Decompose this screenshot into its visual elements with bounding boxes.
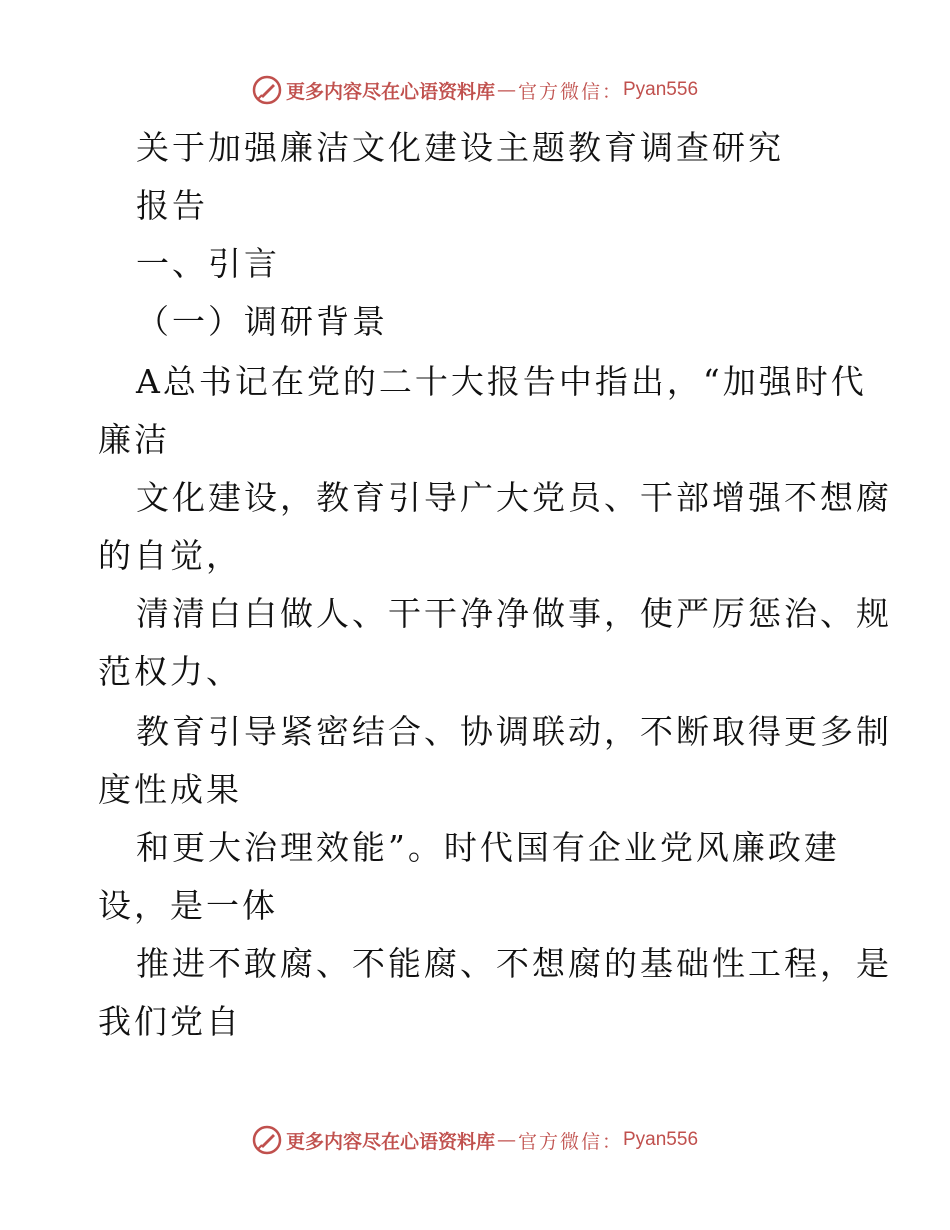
paragraph-line: 推进不敢腐、不能腐、不想腐的基础性工程，是 <box>136 944 892 983</box>
paragraph-line: 范权力、 <box>98 652 242 691</box>
watermark-separator: — <box>496 1129 516 1151</box>
quill-logo-icon <box>252 1125 282 1155</box>
watermark-label: 官方微信： <box>517 80 623 103</box>
paragraph-line: 度性成果 <box>98 770 242 809</box>
paragraph-line: A总书记在党的二十大报告中指出，“加强时代 <box>136 362 867 401</box>
footer-watermark <box>0 1122 950 1158</box>
paragraph-line: 廉洁 <box>98 420 170 459</box>
watermark-separator: — <box>496 79 516 101</box>
paragraph-line: 设，是一体 <box>98 886 278 925</box>
section-heading: 一、引言 <box>136 244 280 283</box>
watermark-label: 官方微信： <box>517 1130 623 1153</box>
doc-title-line-1: 关于加强廉洁文化建设主题教育调查研究 <box>136 128 784 167</box>
doc-title-line-2: 报告 <box>136 186 208 225</box>
paragraph-line: 和更大治理效能”。时代国有企业党风廉政建 <box>136 828 840 867</box>
watermark-main-text: 更多内容尽在心语资料库 <box>285 80 495 103</box>
paragraph-line: 我们党自 <box>98 1002 242 1041</box>
watermark-wechat-id: Pyan556 <box>623 1129 699 1150</box>
subsection-heading: （一）调研背景 <box>136 302 388 341</box>
paragraph-line: 教育引导紧密结合、协调联动，不断取得更多制 <box>136 712 892 751</box>
paragraph-line: 清清白白做人、干干净净做事，使严厉惩治、规 <box>136 594 892 633</box>
header-watermark <box>0 72 950 108</box>
quill-logo-icon <box>252 75 282 105</box>
watermark-wechat-id: Pyan556 <box>623 79 699 100</box>
paragraph-line: 文化建设，教育引导广大党员、干部增强不想腐 <box>136 478 892 517</box>
watermark-main-text: 更多内容尽在心语资料库 <box>285 1130 495 1153</box>
paragraph-line: 的自觉， <box>98 536 242 575</box>
